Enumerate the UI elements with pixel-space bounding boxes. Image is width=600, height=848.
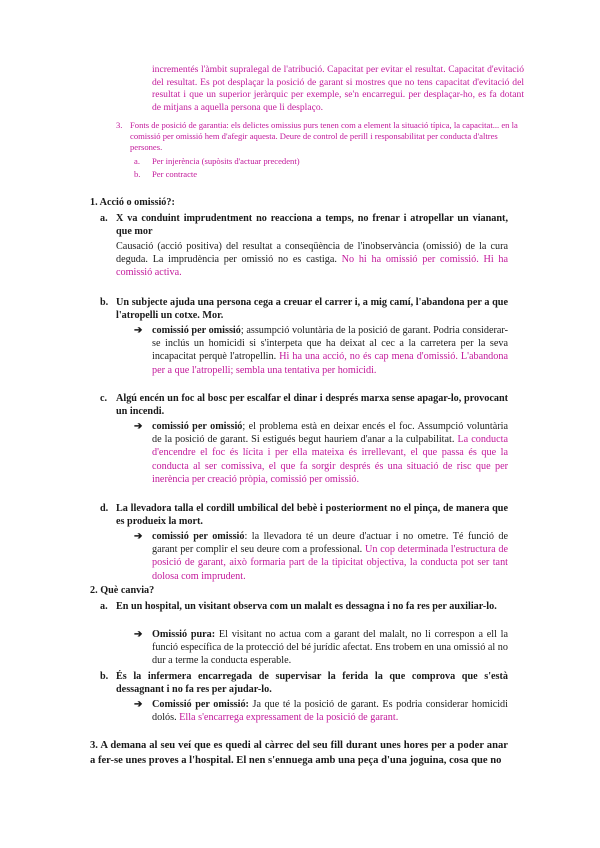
q1a-answer-note: No hi ha omissió per comissió. Hi ha comissió activa. (116, 254, 509, 279)
q1b-answer-text: ; assumpció voluntària de la posició de garant. Podria considerar-se inclús un homicidi si s'interpeta que ha deixat al cec a la carretera per la seva incapacitat perquè l'atropellin. (152, 325, 508, 363)
q1c-answer (152, 420, 508, 486)
q2b-question: És la infermera encarregada de supervisar la ferida la que comprova que s'està dessagnant i no fa res per ajudar-lo. (116, 671, 508, 696)
item-3b-number: b. (134, 169, 141, 179)
q1d-question: La llevadora talla el cordill umbilical del bebè i posteriorment no el pinça, de manera que es produeix la mort. (116, 503, 508, 528)
item-3a-number: a. (134, 156, 140, 166)
q1d-answer (152, 530, 508, 583)
question-3-text: 3. A demana al seu veí que es quedi al càrrec del seu fill durant unes hores per a poder anar a fer-se unes proves a l'hospital. El nen s'ennuega amb una peça d'una joguina, cosa que no (90, 740, 508, 766)
q2b-number: b. (100, 671, 109, 682)
q1a-answer (116, 240, 508, 280)
q1b-answer-note: Hi ha una acció, no és cap mena d'omissió. L'abandona per a que l'atropelli; sembla una tentativa per homicidi. (152, 351, 508, 376)
q2a-answer-label: Omissió pura: (152, 629, 216, 640)
q1b-question: Un subjecte ajuda una persona cega a creuar el carrer i, a mig camí, l'abandona per a que l'atropelli un cotxe. Mor. (116, 297, 508, 322)
arrow-icon: ➔ (134, 531, 143, 542)
q1d-answer-label: comissió per omissió (152, 531, 245, 542)
item-3-number: 3. (116, 120, 123, 130)
q1b-number: b. (100, 297, 109, 308)
item-3b-text: Per contracte (152, 169, 198, 179)
q1c-answer-text: ; el problema està en deixar encés el foc. Assumpció voluntària de la posició de garant. Si estigués begut hauriem d'anar a la culpabilitat. (152, 421, 508, 446)
q2a-number: a. (100, 601, 108, 612)
arrow-icon: ➔ (134, 629, 143, 640)
q2a-answer (152, 628, 508, 668)
q1c-answer-label: comissió per omissió (152, 421, 243, 432)
q1c-answer-note: La conducta d'encendre el foc és lícita i per ella mateixa és irrellevant, el que passa és que la conducta al ser comissiva, el que fa sorgir després és una situació de risc que per inerència per creació pròpia, comissió per omissió. (152, 434, 508, 485)
q1a-number: a. (100, 213, 108, 224)
q2a-answer-text: El visitant no actua com a garant del malalt, no li correspon a ell la funció específica de la protecció del bé jurídic afectat. Ens trobem en una omissió al no dur a terme la conducta esperable. (152, 629, 508, 667)
item-3-text: Fonts de posició de garantia: els delictes omissius purs tenen com a element la situació típica, la capacitat... en la comissió per omissió hem d'afegir aquesta. Deure de control de perill i responsabilitat per conducta d'altres persones. (130, 120, 518, 153)
arrow-icon: ➔ (134, 699, 143, 710)
q1d-answer-text: : la llevadora té un deure d'actuar i no ometre. Té funció de garant per complir el seu deure com a professional. (152, 531, 509, 556)
q1a-answer-text: Causació (acció positiva) del resultat a conseqüència de l'inobservància (omissió) de la cura deguda. La imprudència per omissió no es castiga. (116, 241, 508, 266)
arrow-icon: ➔ (134, 325, 143, 336)
q2b-answer-text: Ja que té la posició de garant. Es podria considerar homicidi dolós. (152, 699, 508, 724)
q2a-question: En un hospital, un visitant observa com un malalt es dessagna i no fa res per auxiliar-lo. (116, 601, 497, 612)
q1b-answer (152, 324, 508, 377)
q2b-answer (152, 698, 508, 724)
item-3a-text: Per injerència (supòsits d'actuar precedent) (152, 156, 300, 166)
q1b-answer-label: comissió per omissió (152, 325, 241, 336)
arrow-icon: ➔ (134, 421, 143, 432)
q1a-question: X va conduint imprudentment no reacciona a temps, no frenar i atropellar un vianant, que mor (116, 213, 508, 238)
section-1-heading: 1. Acció o omissió?: (90, 197, 175, 208)
q1d-answer-note: Un cop determinada l'estructura de posició de garant, això formaria part de la tipicitat objectiva, la conducta pot ser tant dolosa com imprudent. (152, 544, 509, 582)
q1c-number: c. (100, 393, 108, 404)
q1d-number: d. (100, 503, 109, 514)
intro-paragraph: incrementés l'àmbit supralegal de l'atribució. Capacitat per evitar el resultat. Capacitat d'evitació del resultat. Es pot desplaçar la posició de garant si mostres que no tens capacitat d'evitació del resultat i que un superior jeràrquic per exemple, se'n encarregui. per desplaçar-ho, es fa dotant de mitjans a aquella persona que li desplaço. (152, 64, 524, 113)
section-2-heading: 2. Què canvia? (90, 585, 155, 596)
q1c-question: Algú encén un foc al bosc per escalfar el dinar i després marxa sense apagar-lo, provocant un incendi. (116, 393, 508, 418)
q2b-answer-note: Ella s'encarrega expressament de la posició de garant. (179, 712, 399, 724)
q2b-answer-label: Comissió per omissió: (152, 699, 249, 710)
